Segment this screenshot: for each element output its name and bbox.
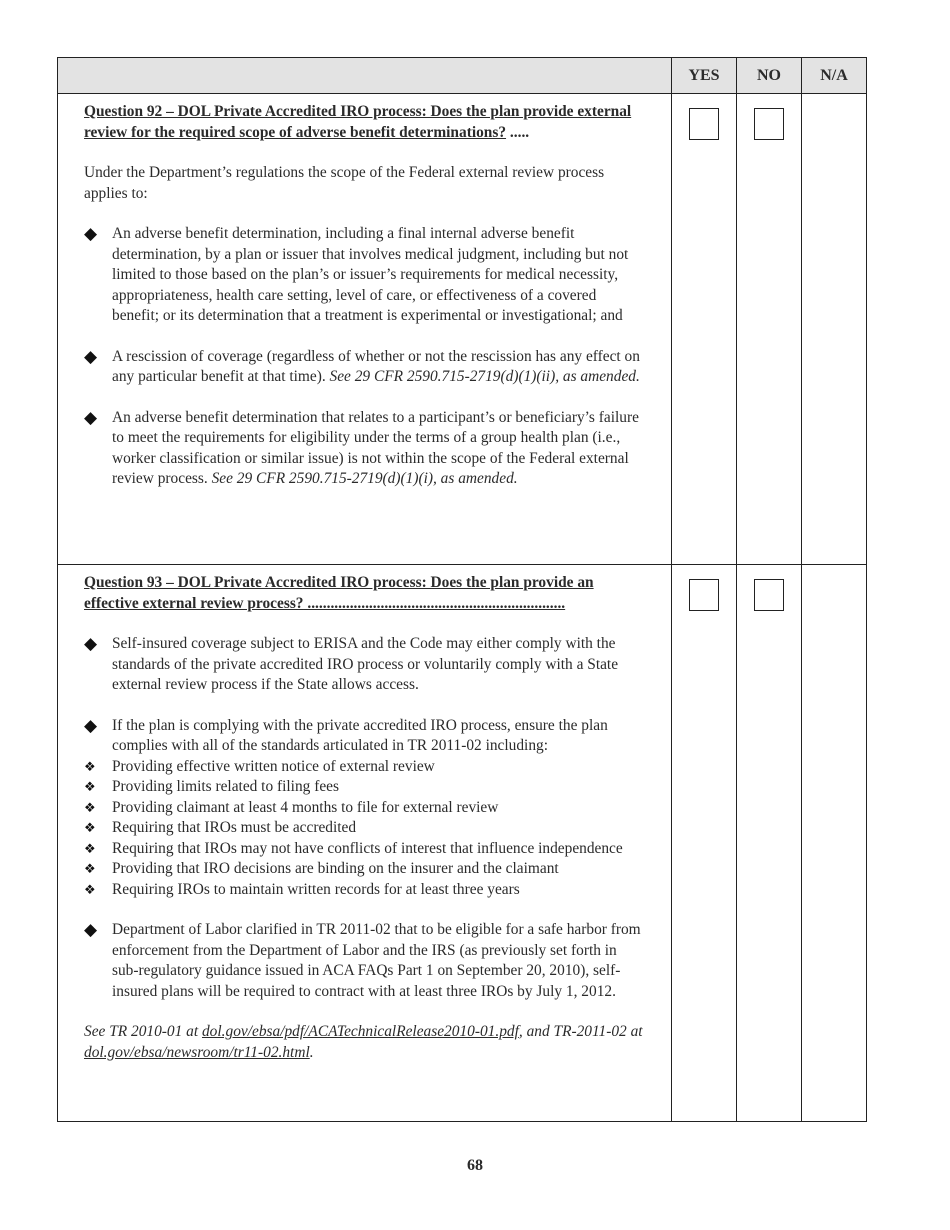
question-92-bullet-3-text: An adverse benefit determination that relates to a participant’s or beneficiary’s failure to meet the requirements for eligibility under the terms of a group health plan (i.e., worker classification or similar issue) is not within the scope of the Federal external review process. (112, 408, 639, 487)
diamond-bullet-icon: ◆ (84, 346, 98, 366)
header-no: NO (737, 58, 802, 94)
four-diamond-bullet-icon: ❖ (84, 820, 96, 835)
header-yes: YES (672, 58, 737, 94)
question-92-yes-cell (672, 94, 737, 565)
diamond-bullet-icon: ◆ (84, 715, 98, 735)
diamond-bullet-icon: ◆ (84, 920, 98, 939)
question-93-title (84, 573, 645, 614)
reference-text: See TR 2010-01 at (84, 1023, 202, 1040)
four-diamond-bullet-icon: ❖ (84, 758, 96, 774)
question-93-title-dots: ................................................................... (303, 594, 566, 612)
question-92-bullet-2-text: A rescission of coverage (regardless of whether or not the rescission has any effect on any particular benefit at that time). (112, 347, 640, 385)
question-92-intro: Under the Department’s regulations the scope of the Federal external review process applies to: (84, 164, 605, 202)
question-93-row (58, 565, 867, 1122)
list-item-text: Requiring IROs to maintain written records for at least three years (112, 880, 520, 898)
list-item-text: Requiring that IROs must be accredited (112, 819, 357, 836)
list-item-text: Providing that IRO decisions are binding on the insurer and the claimant (112, 860, 559, 877)
list-item-text: Providing limits related to filing fees (112, 778, 339, 795)
question-92-no-checkbox[interactable] (754, 108, 784, 140)
list-item (84, 777, 645, 798)
question-93-yes-checkbox[interactable] (689, 579, 719, 611)
question-93-standards-list (84, 757, 645, 901)
question-93-reference (84, 1022, 645, 1063)
question-92-title-text: Question 92 – DOL Private Accredited IRO process: Does the plan provide external review for the required scope of adverse benefit determinations? (84, 103, 632, 141)
question-93-title-text: Question 93 – DOL Private Accredited IRO process: Does the plan provide an effective external review process? (84, 574, 594, 612)
list-item (84, 798, 645, 819)
reference-text: . (309, 1043, 314, 1061)
question-92-bullet-2 (84, 347, 645, 388)
checklist-sheet (57, 57, 866, 1122)
four-diamond-bullet-icon: ❖ (84, 799, 96, 815)
question-93-bullet-2 (84, 716, 645, 757)
question-92-bullet-1 (84, 224, 645, 327)
page-number: 68 (467, 1157, 483, 1174)
question-92-no-cell (737, 94, 802, 565)
tr-2010-01-link[interactable]: dol.gov/ebsa/pdf/ACATechnicalRelease2010-01.pdf (201, 1023, 519, 1040)
question-92-bullet-2-citation: See 29 CFR 2590.715-2719(d)(1)(ii), as amended. (329, 368, 640, 385)
question-92-bullet-3-citation: See 29 CFR 2590.715-2719(d)(1)(i), as amended. (211, 470, 518, 487)
question-93-no-cell (737, 565, 802, 1122)
header-na: N/A (802, 58, 867, 94)
header-blank (58, 58, 672, 94)
question-93-bullet-3 (84, 920, 645, 1002)
list-item (84, 818, 645, 839)
question-92-cell (58, 94, 672, 565)
list-item (84, 757, 645, 778)
question-93-no-checkbox[interactable] (754, 579, 784, 611)
four-diamond-bullet-icon: ❖ (84, 861, 96, 876)
four-diamond-bullet-icon: ❖ (84, 779, 96, 794)
question-93-cell (58, 565, 672, 1122)
question-92-yes-checkbox[interactable] (689, 108, 719, 140)
question-92-title (84, 102, 645, 143)
checklist-table (57, 57, 867, 1122)
list-item-text: Providing effective written notice of external review (112, 757, 435, 775)
question-93-bullet-2-text: If the plan is complying with the private accredited IRO process, ensure the plan complies with all of the standards articulated in TR 2011-02 including: (112, 716, 608, 754)
list-item-text: Requiring that IROs may not have conflicts of interest that influence independence (112, 839, 623, 857)
header-row (58, 58, 867, 94)
question-92-na-cell (802, 94, 867, 565)
list-item (84, 839, 645, 860)
question-92-bullet-1-text: An adverse benefit determination, including a final internal adverse benefit determination, by a plan or issuer that involves medical judgment, including but not limited to those based on the plan’s or issuer’s requirements for medical necessity, appropriateness, health care setting, level of care, or effectiveness of a covered benefit; or its determination that a treatment is experimental or investigational; and (112, 225, 629, 324)
diamond-bullet-icon: ◆ (84, 634, 98, 653)
list-item (84, 859, 645, 880)
four-diamond-bullet-icon: ❖ (84, 881, 96, 897)
reference-text: , and TR-2011-02 at (518, 1023, 643, 1040)
diamond-bullet-icon: ◆ (84, 224, 98, 243)
question-92-title-dots: ..... (506, 123, 530, 141)
tr-11-02-link[interactable]: dol.gov/ebsa/newsroom/tr11-02.html (84, 1043, 310, 1061)
question-92-bullet-3 (84, 408, 645, 490)
diamond-bullet-icon: ◆ (84, 407, 98, 427)
list-item (84, 880, 645, 901)
question-93-yes-cell (672, 565, 737, 1122)
question-93-na-cell (802, 565, 867, 1122)
question-93-bullet-1-text: Self-insured coverage subject to ERISA and the Code may either comply with the standards of the private accredited IRO process or voluntarily comply with a State external review process if the State allows access. (112, 635, 619, 693)
list-item-text: Providing claimant at least 4 months to file for external review (112, 798, 499, 816)
question-93-bullet-1 (84, 634, 645, 696)
question-92-row (58, 94, 867, 565)
question-93-bullet-3-text: Department of Labor clarified in TR 2011-02 that to be eligible for a safe harbor from enforcement from the Department of Labor and the IRS (as previously set forth in sub-regulatory guidance issued in ACA FAQs Part 1 on September 20, 2010), self-insured plans will be required to contract with at least three IROs by July 1, 2012. (112, 921, 641, 1000)
four-diamond-bullet-icon: ❖ (84, 840, 96, 856)
